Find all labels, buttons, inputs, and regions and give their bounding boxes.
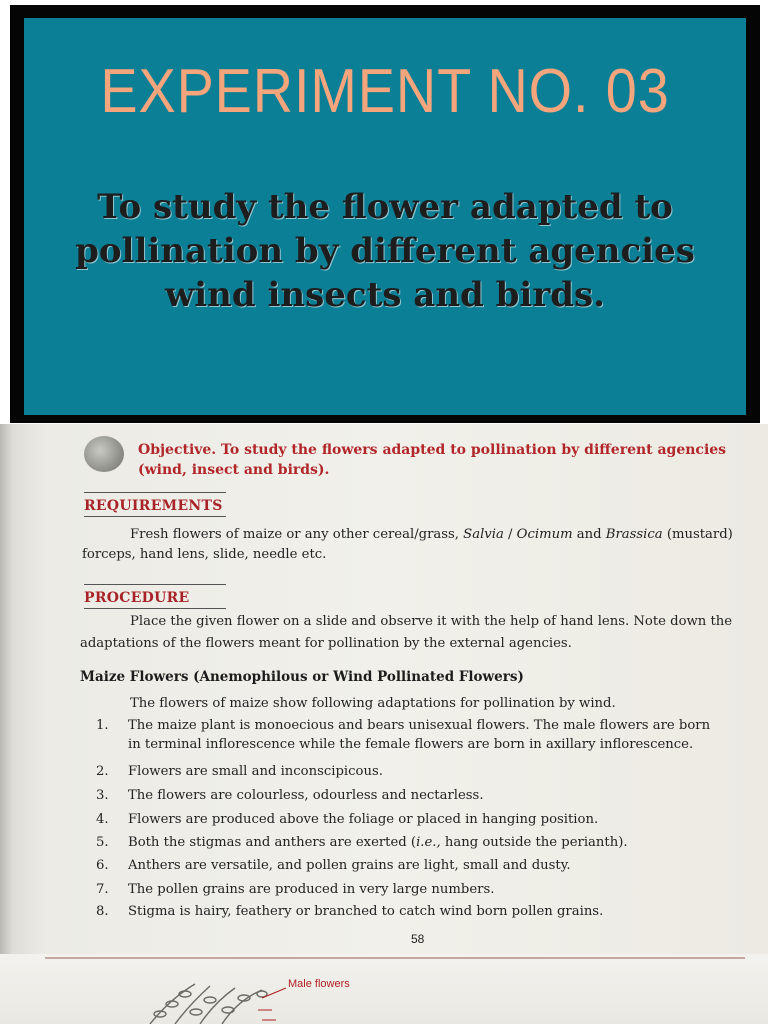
maize-tassel-drawing [150, 984, 267, 1024]
maize-heading: Maize Flowers (Anemophilous or Wind Pollinated Flowers) [80, 669, 524, 685]
item-number: 4. [96, 812, 109, 827]
item-number: 7. [96, 882, 109, 897]
brassica-term: Brassica [605, 527, 663, 542]
next-page-strip [0, 954, 768, 1024]
item-text: The flowers are colourless, odourless and nectarless. [128, 788, 484, 803]
maize-figure-illustration [0, 954, 768, 1024]
requirements-rule-top [84, 492, 226, 493]
requirements-rule-bottom [84, 516, 226, 517]
item-text: Stigma is hairy, feathery or branched to catch wind born pollen grains. [128, 904, 604, 919]
list-item [96, 810, 746, 829]
item-text: Flowers are produced above the foliage or placed in hanging position. [128, 812, 599, 827]
procedure-rule-bottom [84, 608, 226, 609]
list-item [96, 880, 746, 899]
requirements-text-part: Fresh flowers of maize or any other cereal/grass, [130, 527, 464, 542]
list-item [96, 786, 746, 805]
item-text-part: hang outside the perianth). [440, 835, 628, 850]
experiment-title: EXPERIMENT NO. 03 [100, 57, 670, 126]
page-binding-edge [0, 424, 12, 954]
objective-line: (wind, insect and birds). [138, 462, 330, 478]
requirements-text-part: / [503, 527, 517, 542]
item-text: The maize plant is monoecious and bears unisexual flowers. The male flowers are born [128, 718, 711, 733]
aim-line: wind insects and birds. [164, 275, 606, 315]
requirements-text-part: (mustard) [662, 527, 733, 542]
item-text: Anthers are versatile, and pollen grains are light, small and dusty. [128, 858, 571, 873]
aim-line: To study the flower adapted to [97, 187, 673, 227]
banner-panel [24, 18, 746, 415]
textbook-page [0, 424, 768, 954]
experiment-aim [44, 185, 726, 317]
procedure-line2: adaptations of the flowers meant for pollination by the external agencies. [80, 636, 572, 651]
item-number: 1. [96, 718, 109, 733]
procedure-heading: PROCEDURE [84, 590, 190, 606]
male-flowers-label: Male flowers [288, 978, 350, 990]
list-item [96, 902, 746, 921]
item-text: The pollen grains are produced in very large numbers. [128, 882, 495, 897]
item-text [128, 835, 628, 850]
objective-icon [84, 436, 124, 472]
item-number: 3. [96, 788, 109, 803]
item-text-italic: i.e., [416, 835, 441, 850]
requirements-text [130, 525, 750, 545]
item-number: 6. [96, 858, 109, 873]
page-number: 58 [411, 932, 425, 946]
item-number: 8. [96, 904, 109, 919]
requirements-text-part: and [572, 527, 606, 542]
requirements-heading: REQUIREMENTS [84, 498, 223, 514]
objective-text [138, 440, 748, 480]
list-item [96, 716, 746, 735]
item-text-part: Both the stigmas and anthers are exerted ( [128, 835, 417, 850]
aim-line: pollination by different agencies [75, 231, 695, 271]
ocimum-term: Ocimum [516, 527, 573, 542]
salvia-term: Salvia [463, 527, 504, 542]
list-item-continuation: in terminal inflorescence while the female flowers are born in axillary inflorescence. [128, 737, 694, 752]
item-number: 2. [96, 764, 109, 779]
list-item [96, 833, 746, 852]
list-item [96, 856, 746, 875]
objective-line: Objective. To study the flowers adapted to pollination by different agencies [138, 442, 727, 458]
requirements-text-line2: forceps, hand lens, slide, needle etc. [82, 547, 327, 562]
list-item [96, 762, 746, 781]
maize-intro: The flowers of maize show following adaptations for pollination by wind. [130, 696, 616, 711]
experiment-banner [10, 5, 760, 423]
item-text: Flowers are small and inconscipicous. [128, 764, 383, 779]
procedure-line1: Place the given flower on a slide and observe it with the help of hand lens. Note down the [130, 614, 733, 629]
item-number: 5. [96, 835, 109, 850]
label-pointer-arrows [258, 988, 286, 1020]
procedure-rule-top [84, 584, 226, 585]
